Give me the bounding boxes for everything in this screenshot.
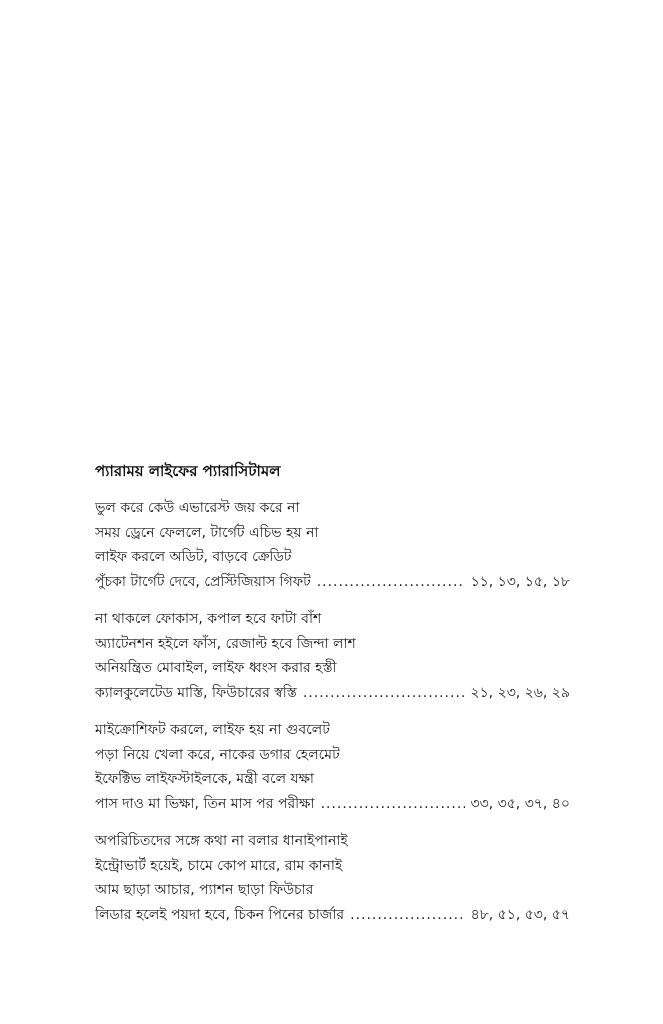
- stanza-3: [95, 718, 570, 816]
- page-numbers: ৩৩, ৩৫, ৩৭, ৪০: [470, 795, 570, 812]
- stanza-line: ক্যালকুলেটেড মাস্তি, ফিউচারের স্বস্তি: [95, 684, 297, 701]
- stanza-line: পড়া নিয়ে খেলা করে, নাকের ডগার হেলমেট: [95, 746, 340, 763]
- toc-entry-line[interactable]: [95, 570, 570, 595]
- page-numbers: ১১, ১৩, ১৫, ১৮: [470, 573, 570, 590]
- page-numbers: ২১, ২৩, ২৬, ২৯: [470, 684, 570, 701]
- stanza-line: অনিয়ন্ত্রিত মোবাইল, লাইফ ধ্বংস করার হস্তী: [95, 660, 337, 676]
- stanza-line: অ্যাটেনশন হইলে ফাঁস, রেজাল্ট হবে জিন্দা লাশ: [95, 635, 356, 652]
- toc-entry-line[interactable]: [95, 681, 570, 706]
- dot-leader: [321, 792, 465, 817]
- table-of-contents: [95, 460, 570, 940]
- stanza-line: ভুল করে কেউ এভারেস্ট জয় করে না: [95, 500, 300, 516]
- stanza-line: ইন্ট্রোভার্ট হয়েই, চামে কোপ মারে, রাম কানাই: [95, 857, 343, 874]
- stanza-line: আম ছাড়া আচার, প্যাশন ছাড়া ফিউচার: [95, 882, 314, 898]
- page-numbers: ৪৮, ৫১, ৫৩, ৫৭: [470, 906, 570, 923]
- stanza-4: [95, 829, 570, 927]
- stanza-line: ইফেক্টিভ লাইফস্টাইলকে, মন্ত্রী বলে যক্ষা: [95, 771, 314, 787]
- stanza-line: লিডার হলেই পয়দা হবে, চিকন পিনের চার্জার: [95, 906, 345, 923]
- dot-leader: [317, 570, 465, 595]
- stanza-2: [95, 607, 570, 705]
- toc-entry-line[interactable]: [95, 903, 570, 928]
- toc-entry-line[interactable]: [95, 792, 570, 817]
- stanza-line: সময় ড্রেনে ফেললে, টার্গেট এচিভ হয় না: [95, 524, 319, 541]
- stanza-line: লাইফ করলে অডিট, বাড়বে ক্রেডিট: [95, 549, 292, 565]
- stanza-line: অপরিচিতদের সঙ্গে কথা না বলার ধানাইপানাই: [95, 833, 348, 849]
- section-title: প্যারাময় লাইফের প্যারাসিটামল: [95, 462, 281, 480]
- dot-leader: [350, 903, 464, 928]
- stanza-line: মাইক্রোশিফট করলে, লাইফ হয় না গুবলেট: [95, 722, 330, 738]
- stanza-1: [95, 496, 570, 594]
- stanza-line: না থাকলে ফোকাস, কপাল হবে ফাটা বাঁশ: [95, 611, 322, 627]
- stanza-line: পাস দাও মা ভিক্ষা, তিন মাস পর পরীক্ষা: [95, 795, 315, 812]
- dot-leader: [303, 681, 465, 706]
- stanza-line: পুঁচকা টার্গেট দেবে, প্রেস্টিজিয়াস গিফট: [95, 573, 311, 590]
